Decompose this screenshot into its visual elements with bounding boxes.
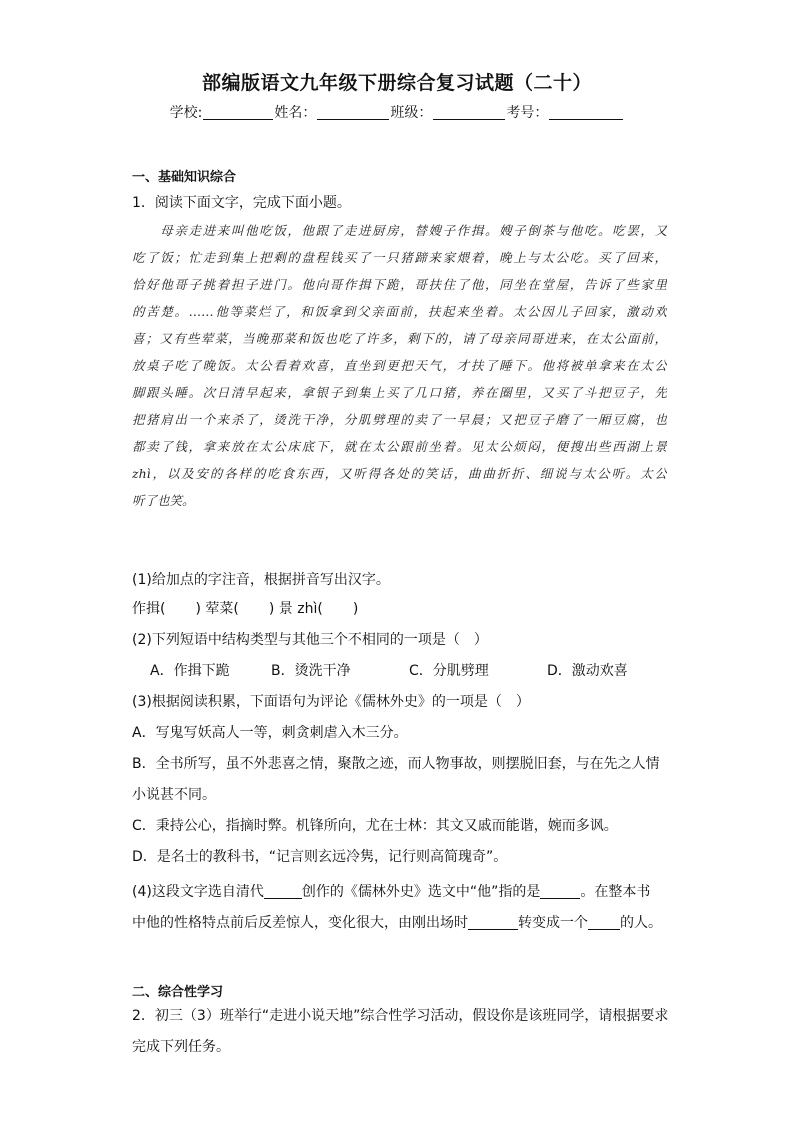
section-heading-1: 一、基础知识综合 <box>132 170 237 185</box>
item-jingzhi: 景 zhì( <box>278 601 323 617</box>
subquestion-2-prompt: (2)下列短语中结构类型与其他三个不相同的一项是（ ） <box>132 632 488 648</box>
fill-blank[interactable] <box>264 884 302 899</box>
subquestion-4-line-1 <box>132 881 650 901</box>
exam-no-label: 考号： <box>506 105 549 121</box>
option-a[interactable]: A．写鬼写妖高人一等，刺贪刺虐入木三分。 <box>132 725 408 741</box>
fill-blank[interactable] <box>540 884 580 899</box>
option-b-continued: 小说甚不同。 <box>132 787 216 803</box>
option-d[interactable]: D．是名士的教科书，“记言则玄远冷隽，记行则高简瑰奇”。 <box>132 849 508 865</box>
option-b[interactable]: B．全书所写，虽不外悲喜之情，聚散之迹，而人物事故，则摆脱旧套，与在先之人情 <box>132 756 660 772</box>
exam-no-blank[interactable] <box>549 105 623 120</box>
item-huncai: 荤菜( <box>205 601 239 617</box>
reading-passage <box>132 217 667 514</box>
school-blank[interactable] <box>203 105 273 120</box>
sub4-text: (4)这段文字选自清代 <box>132 884 264 900</box>
student-info-line <box>0 102 794 122</box>
paren-close: ) <box>268 601 275 617</box>
passage-line: 母亲走进来叫他吃饭，他跟了走进厨房，替嫂子作揖。嫂子倒茶与他吃。吃罢，又 <box>132 223 667 238</box>
question-2-line-1: 2．初三（3）班举行“走进小说天地”综合性学习活动，假设你是该班同学，请根据要求 <box>132 1008 669 1024</box>
passage-line: 脚跟头睡。次日清早起来，拿银子到集上买了几口猪，养在圈里，又买了斗把豆子，先 <box>132 385 667 400</box>
option-c[interactable]: C．秉持公心，指摘时弊。机锋所向，尤在士林：其文又戚而能谐，婉而多讽。 <box>132 818 618 834</box>
option-b[interactable]: B．烫洗干净 <box>271 663 351 679</box>
subquestion-1-answer-line <box>132 598 358 618</box>
paren-close: ) <box>195 601 201 617</box>
passage-line: 放桌子吃了晚饭。太公看着欢喜，直坐到更把天气，才扶了睡下。他将被单拿来在太公 <box>132 358 667 373</box>
fill-blank[interactable] <box>588 915 620 930</box>
sub4-text: 创作的《儒林外史》 <box>301 884 428 900</box>
sub4-text: 中他的性格特点前后反差惊人，变化很大，由刚出场时 <box>132 915 468 931</box>
sub4-text: 选文中“他”指的是 <box>427 884 541 900</box>
sub4-text: 的人。 <box>620 915 662 931</box>
school-label: 学校: <box>169 105 203 121</box>
sub4-text: 转变成一个 <box>518 915 588 931</box>
class-label: 班级： <box>390 105 433 121</box>
passage-line: 喜；又有些荤菜，当晚那菜和饭也吃了许多，剩下的，请了母亲同哥进来，在太公面前， <box>132 331 667 346</box>
passage-line: 恰好他哥子挑着担子进门。他向哥作揖下跪，哥扶住了他，同坐在堂屋，告诉了些家里 <box>132 277 667 292</box>
option-d[interactable]: D．激动欢喜 <box>547 663 628 679</box>
passage-line: 听了也笑。 <box>132 493 195 508</box>
passage-line: 把猪肩出一个来杀了，烫洗干净，分肌劈理的卖了一早晨；又把豆子磨了一厢豆腐，也 <box>132 412 667 427</box>
passage-line: 都卖了钱，拿来放在太公床底下，就在太公跟前坐着。见太公烦闷，便搜出些西湖上景 <box>132 439 667 454</box>
subquestion-3-prompt: (3)根据阅读积累，下面语句为评论《儒林外史》的一项是（ ） <box>132 694 530 710</box>
name-blank[interactable] <box>317 105 389 120</box>
section-heading-2: 二、综合性学习 <box>132 985 224 1000</box>
name-label: 姓名： <box>274 105 317 121</box>
sub4-text: 。在整本书 <box>580 884 651 900</box>
fill-blank[interactable] <box>468 915 518 930</box>
passage-line: 的苦楚。……他等菜烂了，和饭拿到父亲面前，扶起来坐着。太公因儿子回家，激动欢 <box>132 304 667 319</box>
question-2-line-2: 完成下列任务。 <box>132 1039 230 1055</box>
passage-line: zhì，以及安的各样的吃食东西，又听得各处的笑话，曲曲折折、细说与太公听。太公 <box>132 466 667 481</box>
subquestion-4-line-2 <box>132 912 662 932</box>
item-zuoyi: 作揖( <box>132 601 166 617</box>
option-c[interactable]: C．分肌劈理 <box>409 663 489 679</box>
document-title: 部编版语文九年级下册综合复习试题（二十） <box>201 72 592 94</box>
passage-line: 吃了饭；忙走到集上把剩的盘程钱买了一只猪蹄来家煨着，晚上与太公吃。买了回来， <box>132 250 667 265</box>
subquestion-1-prompt: (1)给加点的字注音，根据拼音写出汉字。 <box>132 572 390 588</box>
option-a[interactable]: A．作揖下跪 <box>150 663 230 679</box>
paren-close: ) <box>352 601 359 617</box>
class-blank[interactable] <box>433 105 505 120</box>
question-1-stem: 1．阅读下面文字，完成下面小题。 <box>132 195 351 211</box>
